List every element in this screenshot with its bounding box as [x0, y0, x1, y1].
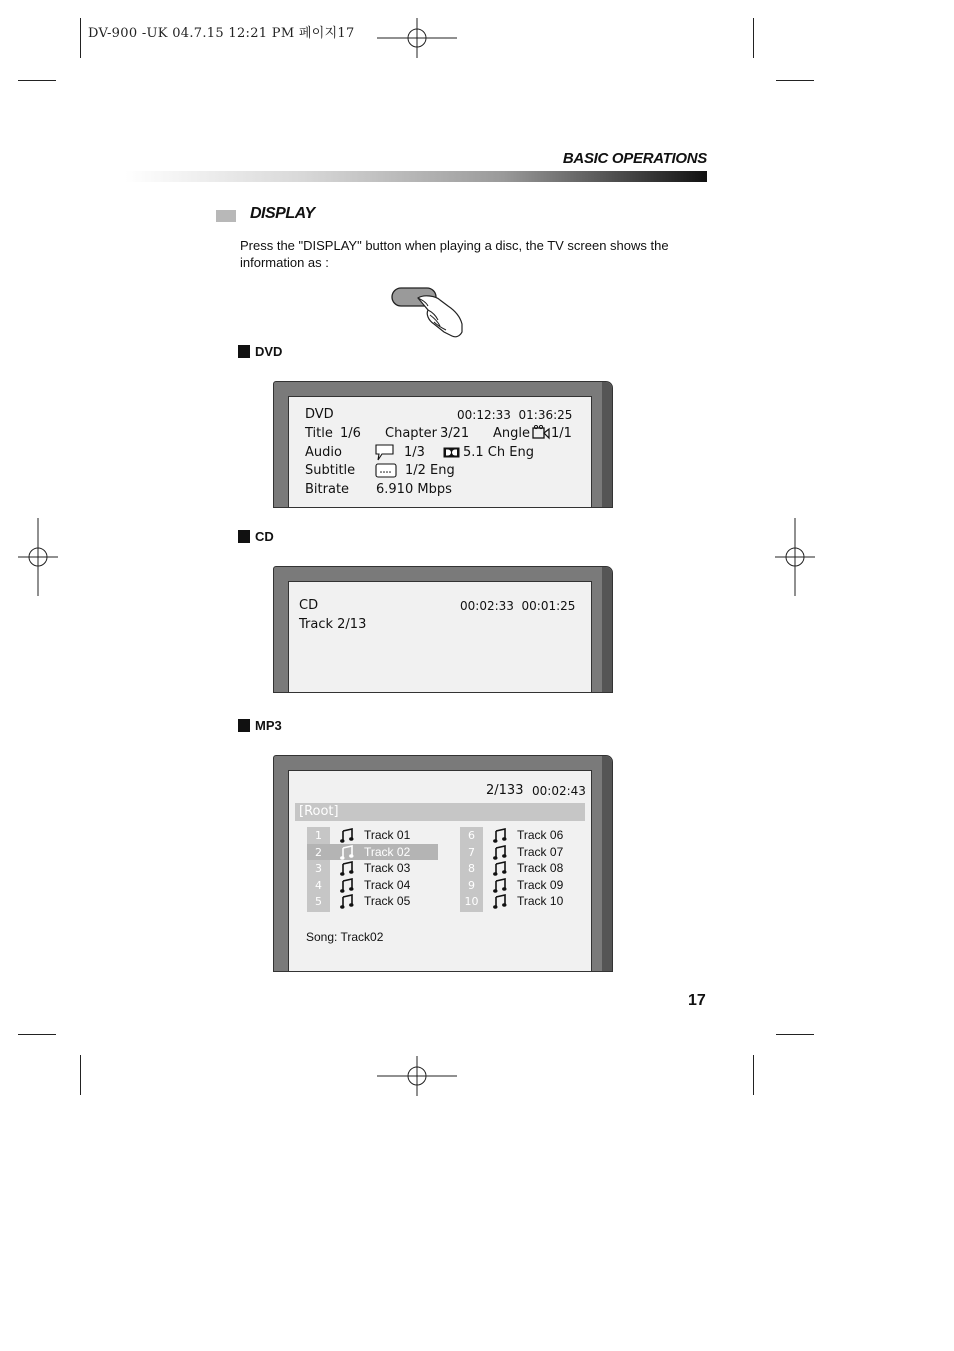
dvd-tv-screen [273, 381, 613, 508]
cd-tv-screen [273, 566, 613, 693]
dvd-title-value: 1/6 [340, 426, 361, 441]
dvd-label-text: DVD [255, 344, 283, 359]
crop-mark [18, 1034, 56, 1035]
dvd-label [238, 344, 282, 359]
mp3-track-name[interactable]: Track 04 [364, 877, 411, 892]
dvd-bitrate-label: Bitrate [305, 482, 350, 497]
crop-mark [80, 1055, 81, 1095]
dvd-title-label: Title [305, 426, 333, 441]
mp3-track-number: 8 [468, 862, 475, 876]
mp3-track-number: 10 [464, 895, 479, 909]
mp3-count: 2/133 [486, 783, 524, 798]
mp3-label [238, 718, 282, 733]
crop-mark [776, 80, 814, 81]
mp3-time: 00:02:43 [532, 784, 586, 798]
display-title: DISPLAY [250, 205, 315, 222]
mp3-tv-screen [273, 755, 613, 972]
crop-mark [18, 80, 56, 81]
crop-mark [776, 1034, 814, 1035]
registration-mark-icon [377, 18, 457, 58]
cd-time: 00:02:33 00:01:25 [460, 599, 576, 613]
audio-speech-icon [375, 444, 395, 462]
subtitle-icon [375, 463, 397, 478]
dvd-osd [288, 396, 592, 507]
mp3-track-name[interactable]: Track 07 [517, 844, 564, 859]
mp3-track-name[interactable]: Track 03 [364, 861, 411, 876]
dvd-disc-type: DVD [305, 407, 334, 422]
section-heading: BASIC OPERATIONS [562, 150, 707, 167]
dolby-digital-icon [443, 447, 460, 458]
dvd-audio-label: Audio [305, 445, 342, 460]
cd-label-text: CD [255, 529, 274, 544]
mp3-track-name[interactable]: Track 02 [364, 844, 411, 859]
mp3-track-name[interactable]: Track 10 [517, 894, 564, 909]
mp3-label-text: MP3 [255, 718, 282, 733]
section-marker [216, 210, 236, 222]
crop-mark [753, 18, 754, 58]
label-square [238, 530, 250, 543]
label-square [238, 345, 250, 358]
crop-mark [80, 18, 81, 58]
intro-text: Press the "DISPLAY" button when playing a disc, the TV screen shows the information as : [240, 238, 669, 270]
dvd-chapter-label: Chapter [385, 426, 437, 441]
music-note-icon [493, 894, 507, 913]
mp3-folder: [Root] [295, 803, 585, 821]
mp3-track-number: 6 [468, 829, 475, 842]
mp3-track-number: 2 [315, 845, 322, 859]
display-button-hand-icon [388, 284, 468, 342]
mp3-track-number: 4 [315, 878, 322, 892]
dvd-subtitle-label: Subtitle [305, 463, 356, 478]
mp3-track-number: 3 [315, 862, 322, 876]
mp3-track-name[interactable]: Track 01 [364, 828, 411, 842]
cd-osd [288, 581, 592, 692]
dvd-audio-format: 5.1 Ch Eng [463, 445, 534, 460]
dvd-chapter-value: 3/21 [440, 426, 470, 441]
registration-mark-icon [377, 1056, 457, 1096]
dvd-angle-label: Angle [493, 426, 530, 441]
mp3-track-number: 5 [315, 895, 322, 909]
label-square [238, 719, 250, 732]
camera-angle-icon [532, 425, 552, 441]
mp3-track-number: 1 [315, 829, 322, 842]
print-header: DV-900 -UK 04.7.15 12:21 PM 페이지17 [88, 26, 355, 41]
mp3-track-name[interactable]: Track 06 [517, 828, 564, 842]
mp3-song: Song: Track02 [306, 930, 384, 944]
music-note-icon [340, 894, 354, 913]
dvd-audio-value: 1/3 [404, 445, 425, 460]
mp3-track-number: 9 [468, 878, 475, 892]
dvd-time: 00:12:33 01:36:25 [457, 408, 573, 422]
dvd-bitrate-value: 6.910 Mbps [376, 482, 452, 497]
mp3-track-name[interactable]: Track 09 [517, 877, 564, 892]
mp3-track-number: 7 [468, 845, 475, 859]
heading-gradient-bar [125, 171, 707, 182]
cd-track: Track 2/13 [299, 617, 367, 632]
dvd-subtitle-value: 1/2 Eng [405, 463, 455, 478]
mp3-osd [288, 770, 592, 971]
cd-label [238, 529, 274, 544]
registration-mark-icon [775, 518, 815, 596]
registration-mark-icon [18, 518, 58, 596]
cd-disc-type: CD [299, 598, 319, 613]
mp3-track-name[interactable]: Track 08 [517, 861, 564, 876]
dvd-angle-value: 1/1 [551, 426, 572, 441]
page-number: 17 [688, 992, 706, 1009]
mp3-track-name[interactable]: Track 05 [364, 894, 411, 909]
crop-mark [753, 1055, 754, 1095]
